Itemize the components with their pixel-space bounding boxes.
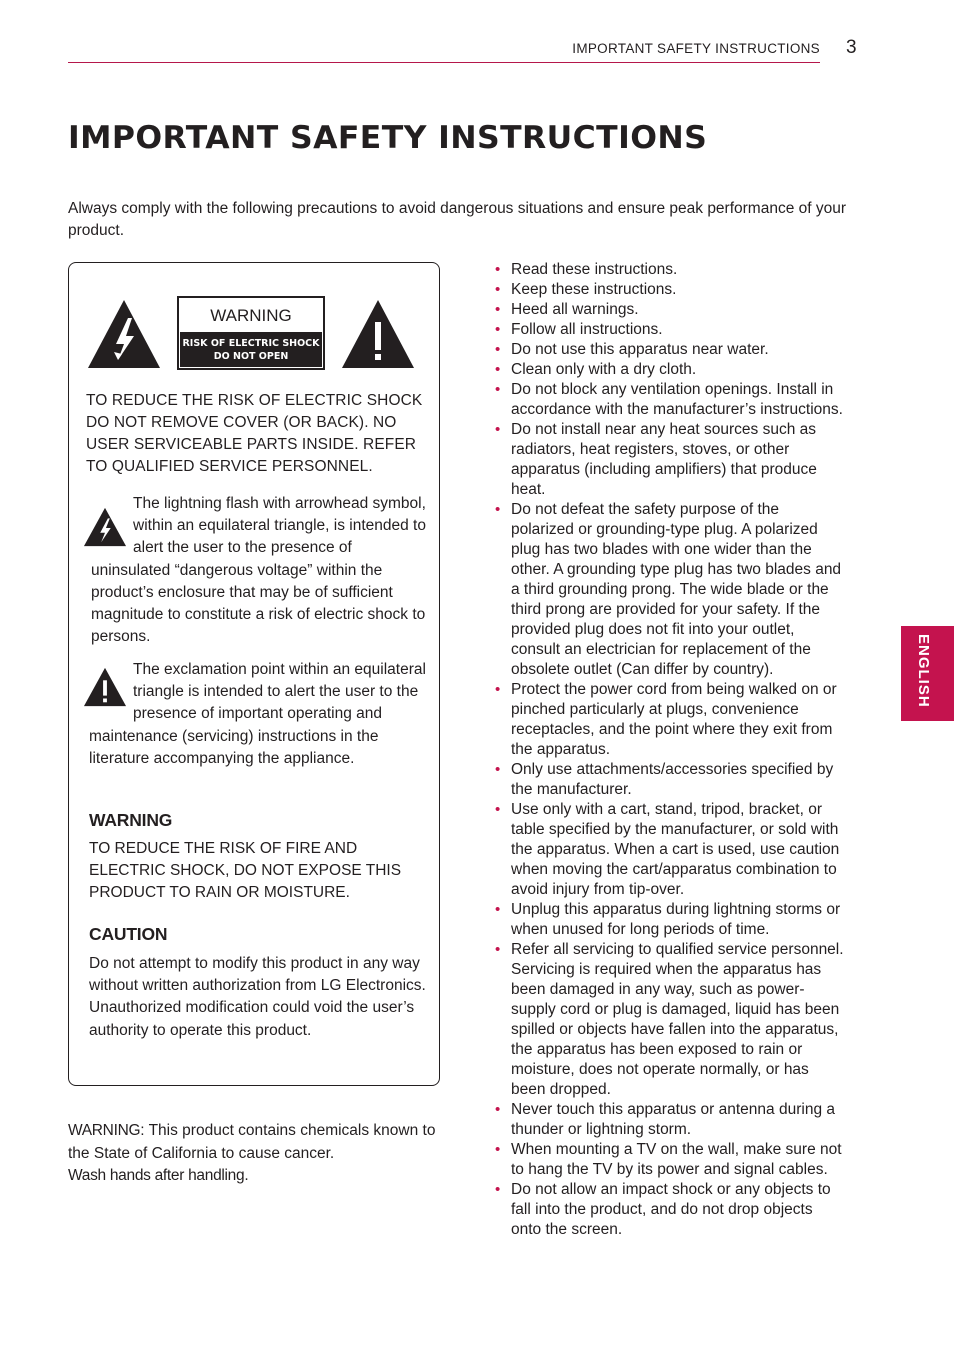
caution-text: Do not attempt to modify this product in any way without written authorization from LG Electronics. Unauthorized modification could void the user’s authority to operate this product. [89, 955, 426, 1039]
bullet-icon: • [495, 321, 501, 338]
safety-rule-text: Do not defeat the safety purpose of the polarized or grounding-type plug. A polarized plug has two blades with one wider than the other. A grounding type plug has two blades and a third grounding prong. The wide blade or the third prong are provided for your safety. If the provided plug does not fit into your outlet, consult an electrician for replacement of the obsolete outlet (Can differ by country). [511, 501, 842, 678]
california-warning-emphasis: Wash hands after handling. [68, 1167, 249, 1184]
header-rule [68, 62, 820, 63]
safety-rule-item [494, 680, 846, 760]
safety-rule-text: Clean only with a dry cloth. [511, 361, 697, 378]
safety-rule-item [494, 280, 846, 300]
safety-rule-item [494, 260, 846, 280]
running-header: IMPORTANT SAFETY INSTRUCTIONS [572, 41, 820, 56]
warning-label-line-2: DO NOT OPEN [213, 351, 289, 362]
exclamation-triangle-icon [340, 298, 416, 370]
caution-heading: CAUTION [89, 924, 168, 944]
exclamation-small-icon [83, 665, 127, 709]
warning-label-title: WARNING [210, 306, 292, 325]
bullet-icon: • [495, 941, 501, 958]
warning-heading: WARNING [89, 810, 173, 830]
lightning-triangle-icon [86, 298, 162, 370]
exclamation-symbol-text: The exclamation point within an equilateral triangle is intended to alert the user to the presence of important operating and maintenance (servicing) instructions in the literature accompanying the appliance. [89, 661, 426, 767]
safety-rule-text: Only use attachments/accessories specified by the manufacturer. [511, 761, 834, 798]
safety-rules-list [494, 260, 846, 1240]
safety-rule-item [494, 500, 846, 680]
safety-rule-item [494, 420, 846, 500]
intro-paragraph: Always comply with the following precautions to avoid dangerous situations and ensure peak performance of your product. [68, 200, 847, 239]
bullet-icon: • [495, 361, 501, 378]
bullet-icon: • [495, 501, 501, 518]
warning-text: TO REDUCE THE RISK OF FIRE AND ELECTRIC SHOCK, DO NOT EXPOSE THIS PRODUCT TO RAIN OR MOISTURE. [89, 840, 402, 902]
bullet-icon: • [495, 901, 501, 918]
language-tab [901, 626, 954, 721]
safety-rule-text: Read these instructions. [511, 261, 678, 278]
bullet-icon: • [495, 761, 501, 778]
safety-rule-text: Refer all servicing to qualified service personnel. Servicing is required when the apparatus has been damaged in any way, such as power-supply cord or plug is damaged, liquid has been spilled or objects have fallen into the apparatus, the apparatus has been exposed to rain or moisture, does not operate normally, or has been dropped. [511, 941, 844, 1098]
safety-rule-text: Never touch this apparatus or antenna during a thunder or lightning storm. [511, 1101, 835, 1138]
safety-rule-text: When mounting a TV on the wall, make sure not to hang the TV by its power and signal cables. [511, 1141, 842, 1178]
safety-rule-item [494, 900, 846, 940]
safety-rule-text: Keep these instructions. [511, 281, 677, 298]
safety-rule-item [494, 360, 846, 380]
bullet-icon: • [495, 381, 501, 398]
lightning-symbol-paragraph [91, 493, 431, 648]
warning-label-risk [180, 332, 322, 367]
bullet-icon: • [495, 681, 501, 698]
safety-rule-text: Heed all warnings. [511, 301, 639, 318]
safety-rule-item [494, 1180, 846, 1240]
safety-rule-item [494, 380, 846, 420]
bullet-icon: • [495, 341, 501, 358]
safety-rule-item [494, 320, 846, 340]
bullet-icon: • [495, 801, 501, 818]
safety-rule-text: Do not block any ventilation openings. Install in accordance with the manufacturer’s instructions. [511, 381, 843, 418]
lightning-small-icon [83, 505, 127, 549]
language-tab-label: ENGLISH [915, 634, 932, 708]
safety-rule-text: Use only with a cart, stand, tripod, bracket, or table specified by the manufacturer, or sold with the apparatus. When a cart is used, use caution when moving the cart/apparatus combination to avoid injury from tip-over. [511, 801, 840, 898]
bullet-icon: • [495, 281, 501, 298]
safety-rule-item [494, 1140, 846, 1180]
warning-label-line-1: RISK OF ELECTRIC SHOCK [182, 338, 320, 349]
safety-rule-text: Unplug this apparatus during lightning storms or when unused for long periods of time. [511, 901, 841, 938]
california-warning-text: : This product contains chemicals known to the State of California to cause cancer. [68, 1122, 436, 1162]
bullet-icon: • [495, 301, 501, 318]
page-number: 3 [846, 37, 857, 58]
shock-notice: TO REDUCE THE RISK OF ELECTRIC SHOCK DO NOT REMOVE COVER (OR BACK). NO USER SERVICEABLE PARTS INSIDE. REFER TO QUALIFIED SERVICE PERSONNEL. [86, 392, 423, 475]
safety-rule-text: Do not allow an impact shock or any objects to fall into the product, and do not drop objects onto the screen. [511, 1181, 831, 1238]
bullet-icon: • [495, 1101, 501, 1118]
safety-rule-text: Do not use this apparatus near water. [511, 341, 769, 358]
safety-rule-item [494, 940, 846, 1100]
bullet-icon: • [495, 261, 501, 278]
california-warning [68, 1120, 438, 1188]
safety-rule-item [494, 800, 846, 900]
bullet-icon: • [495, 421, 501, 438]
safety-rule-item [494, 760, 846, 800]
safety-rule-item [494, 340, 846, 360]
exclamation-symbol-paragraph [89, 659, 429, 770]
safety-rule-text: Protect the power cord from being walked on or pinched particularly at plugs, convenience receptacles, and the point where they exit from the apparatus. [511, 681, 837, 758]
warning-label [177, 296, 325, 370]
safety-rule-text: Do not install near any heat sources such as radiators, heat registers, stoves, or other apparatus (including amplifiers) that produce heat. [511, 421, 817, 498]
page-title: IMPORTANT SAFETY INSTRUCTIONS [68, 120, 708, 156]
safety-rule-text: Follow all instructions. [511, 321, 663, 338]
lightning-symbol-text: The lightning flash with arrowhead symbol, within an equilateral triangle, is intended to alert the user to the presence of uninsulated “dangerous voltage” within the product’s enclosure that may be of sufficient magnitude to constitute a risk of electric shock to persons. [91, 495, 426, 646]
bullet-icon: • [495, 1141, 501, 1158]
safety-rule-item [494, 1100, 846, 1140]
safety-rule-item [494, 300, 846, 320]
bullet-icon: • [495, 1181, 501, 1198]
california-warning-label: WARNING [68, 1122, 141, 1139]
